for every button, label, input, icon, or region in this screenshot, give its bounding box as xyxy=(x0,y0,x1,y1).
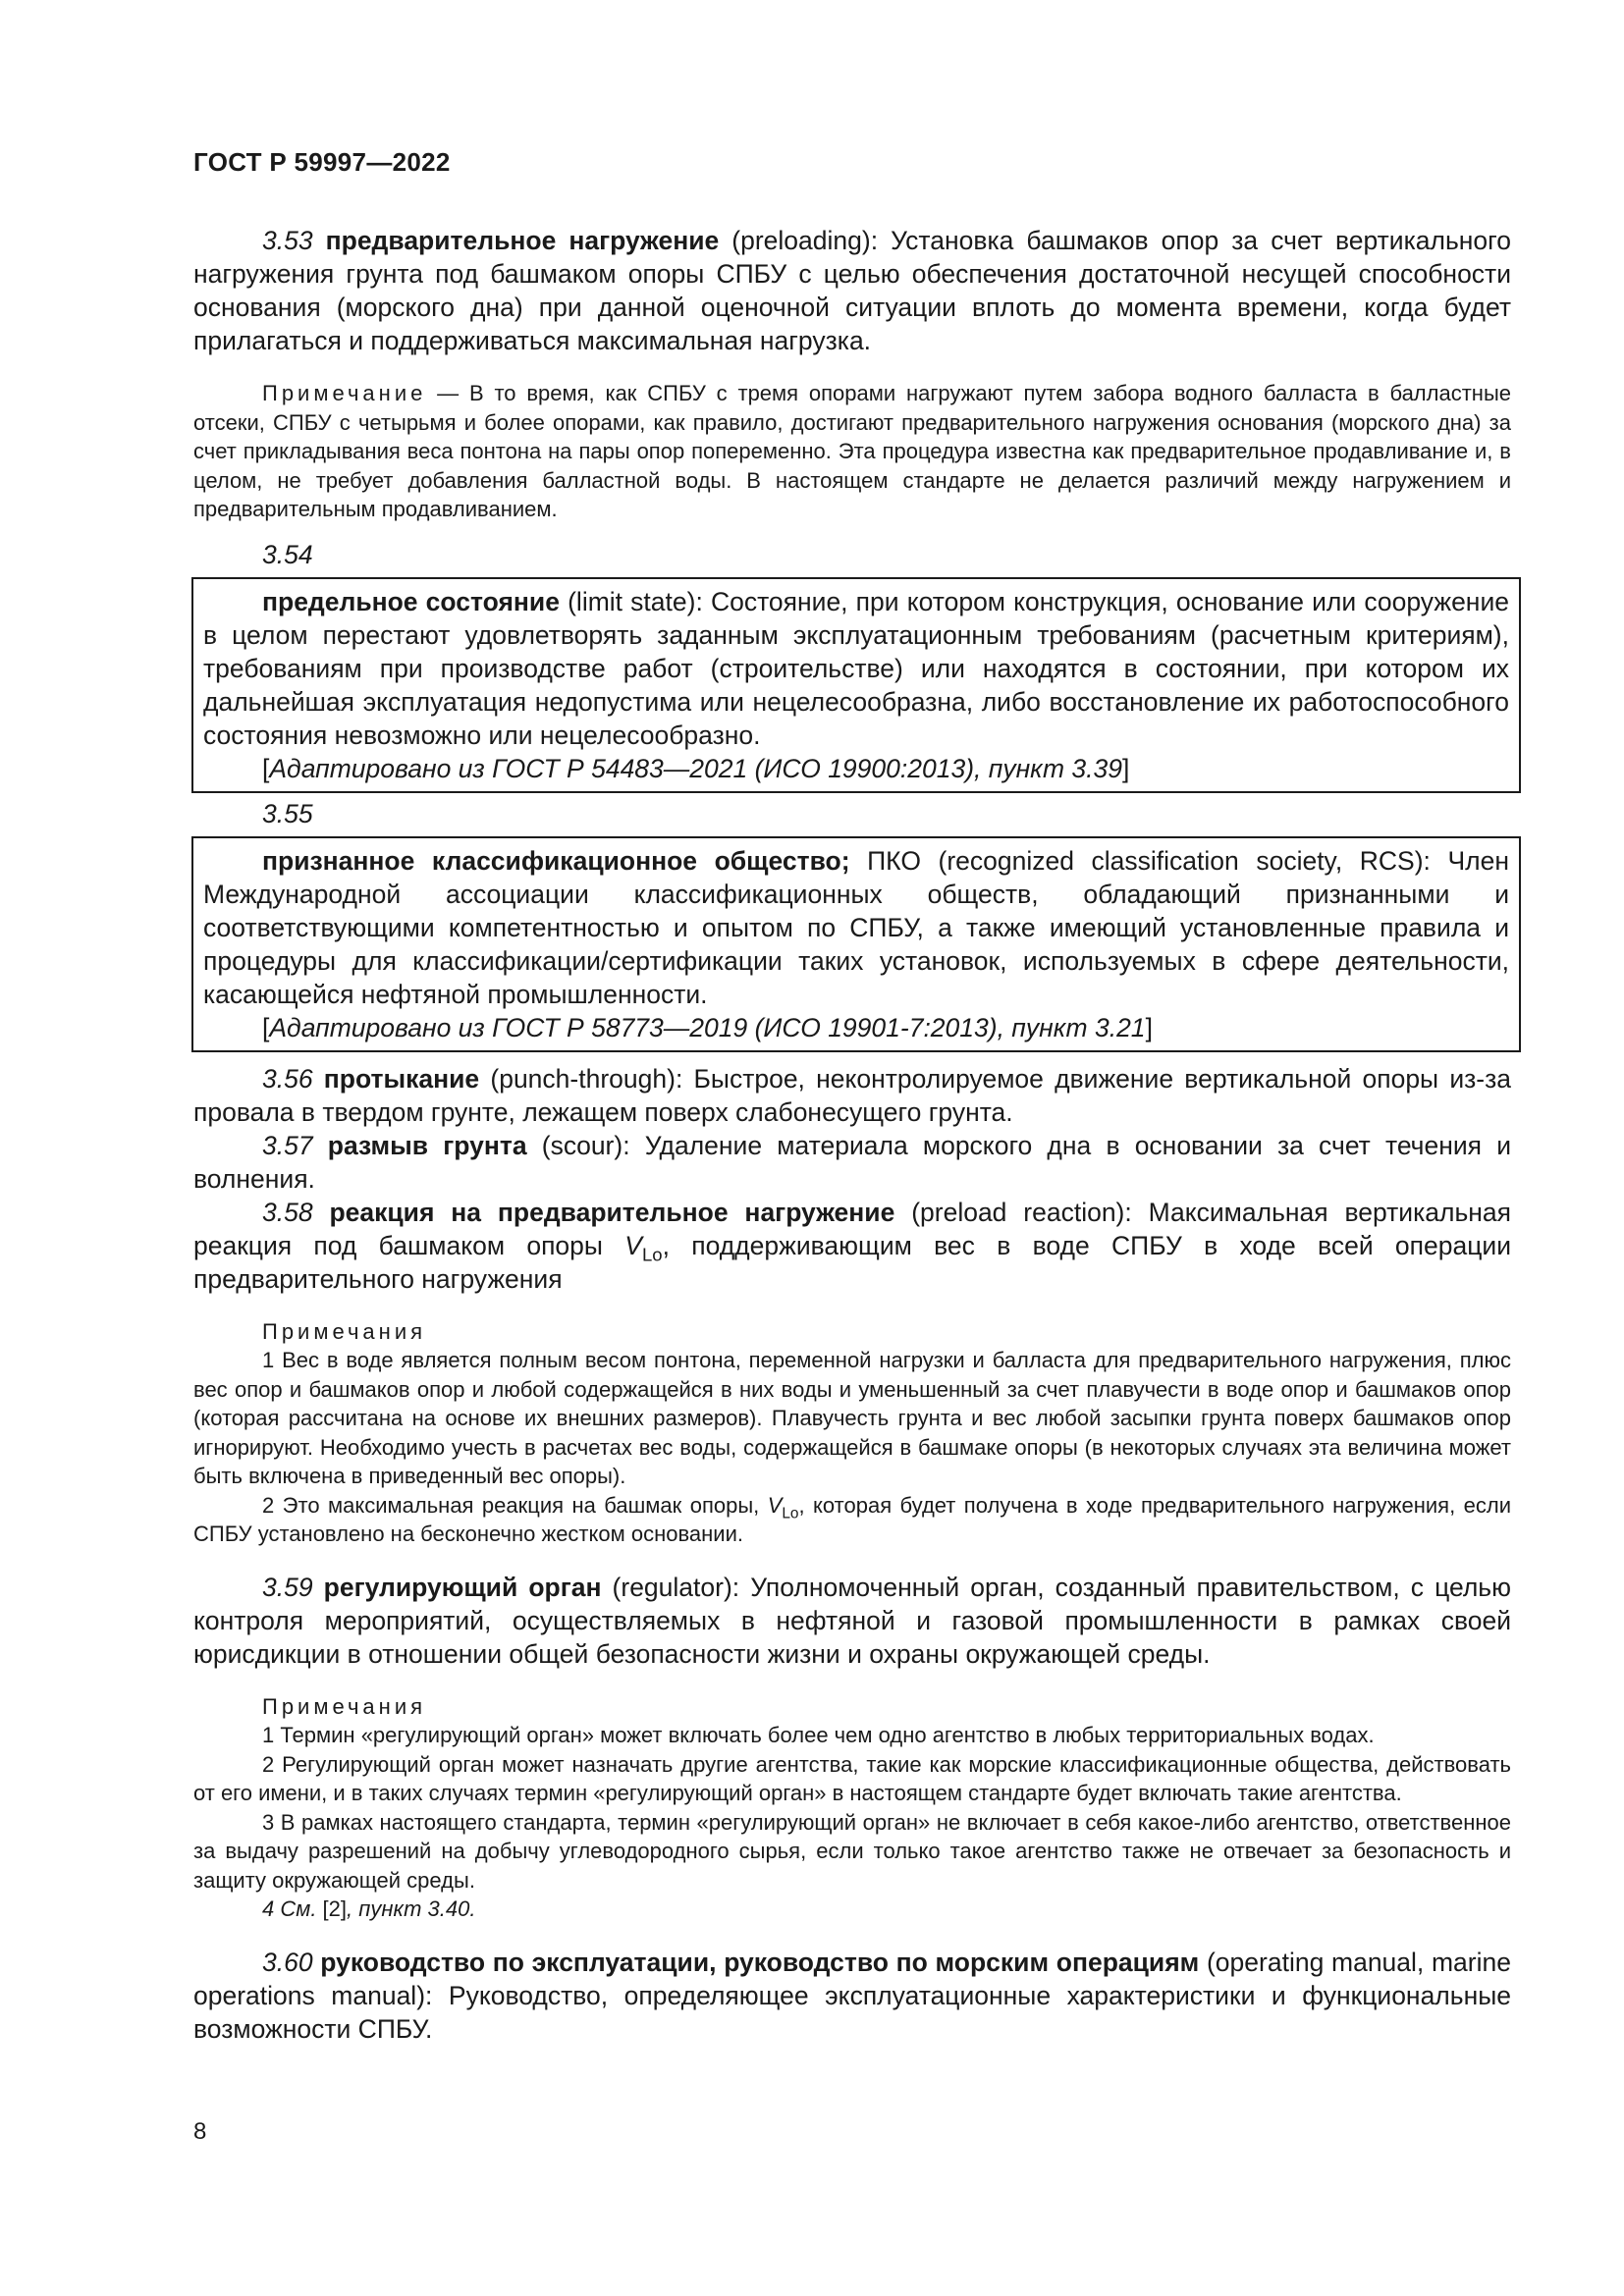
term-title: размыв грунта xyxy=(327,1130,527,1160)
term-definition: (limit state): Состояние, при котором конструкция, основание или сооружение в целом перестают удовлетворять заданным эксплуатационным требованиям (расчетным критериям), требованиям при производстве работ (строительстве) или находятся в состоянии, при котором их дальнейшая эксплуатация недопустима или нецелесообразна, либо восстановление их работоспособного состояния невозможно или нецелесообразно. xyxy=(203,586,1509,750)
note-3-58-1: 1 Вес в воде является полным весом понтона, переменной нагрузки и балласта для предварительного нагружения, плюс вес опор и башмаков опор и любой содержащейся в них воды и уменьшенный за счет плавучести в воде опор и башмаков опор (которая рассчитана на основе их внешних размеров). Плавучесть грунта и вес любой засыпки грунта поверх башмаков опор игнорируют. Необходимо учесть в расчетах вес воды, содержащейся в башмаке опоры (в некоторых случаях эта величина может быть включена в приведенный вес опоры). xyxy=(193,1348,1511,1488)
term-source: [Адаптировано из ГОСТ Р 58773—2019 (ИСО 19901-7:2013), пункт 3.21] xyxy=(262,1012,1153,1042)
term-number: 3.56 xyxy=(262,1063,313,1094)
term-3-53 xyxy=(193,224,1511,357)
term-3-59 xyxy=(193,1571,1511,1671)
term-title: руководство по эксплуатации, руководство по морским операциям xyxy=(320,1947,1200,1977)
source-text: Адаптировано из ГОСТ Р 58773—2019 (ИСО 19901-7:2013), пункт 3.21 xyxy=(269,1012,1146,1042)
term-title: регулирующий орган xyxy=(323,1572,602,1602)
term-number: 3.58 xyxy=(262,1197,313,1227)
note-3-53 xyxy=(193,379,1511,524)
term-definition: (punch-through): Быстрое, неконтролируемое движение вертикальной опоры из-за провала в твердом грунте, лежащем поверх слабонесущего грунта. xyxy=(193,1063,1511,1127)
source-text: Адаптировано из ГОСТ Р 54483—2021 (ИСО 19900:2013), пункт 3.39 xyxy=(269,753,1122,783)
term-number: 3.60 xyxy=(262,1947,313,1977)
variable-v: V xyxy=(624,1230,642,1260)
term-number: 3.57 xyxy=(262,1130,313,1160)
term-source: [Адаптировано из ГОСТ Р 54483—2021 (ИСО 19900:2013), пункт 3.39] xyxy=(262,753,1130,783)
term-3-54 xyxy=(203,585,1509,752)
note-text: — В то время, как СПБУ с тремя опорами нагружают путем забора водного балласта в балластные отсеки, СПБУ с четырьмя и более опорами, как правило, достигают предварительного нагружения основания (морского дна) за счет прикладывания веса понтона на пары опор попеременно. Эта процедура известна как предварительное продавливание и, в целом, не требует добавления балластной воды. В настоящем стандарте не делается различий между нагружением и предварительным продавливанием. xyxy=(193,381,1511,521)
term-title: предельное состояние xyxy=(262,586,560,616)
term-definition: (scour): Удаление материала морского дна в основании за счет течения и волнения. xyxy=(193,1130,1511,1194)
term-3-58: 3.58 реакция на предварительное нагружение (preload reaction): Максимальная вертикальная реакция под башмаком опоры $V_{Lo}$, поддерживающим вес в воде СПБУ в ходе всей операции предварительного нагружения xyxy=(193,1197,1512,1294)
term-number: 3.59 xyxy=(262,1572,313,1602)
term-title: реакция на предварительное нагружение xyxy=(329,1197,895,1227)
term-definition: (regulator): Уполномоченный орган, созданный правительством, с целью контроля мероприятий, осуществляемых в нефтяной и газовой промышленности в рамках своей юрисдикции в отношении общей безопасности жизни и охраны окружающей среды. xyxy=(193,1572,1511,1669)
note-3-59-4: 4 См. [2], пункт 3.40. xyxy=(262,1896,476,1921)
term-number-3-54: 3.54 xyxy=(262,539,313,569)
term-definition: (preloading): Установка башмаков опор за счет вертикального нагружения грунта под башмаком опоры СПБУ с целью обеспечения достаточной несущей способности основания (морского дна) при данной оценочной ситуации вплоть до момента времени, когда будет прилагаться и поддерживаться максимальная нагрузка. xyxy=(193,226,1511,355)
term-box-3-55 xyxy=(191,836,1521,1052)
note-label: Примечание xyxy=(262,381,427,405)
term-3-60 xyxy=(193,1946,1511,2046)
term-title: признанное классификационное общество; xyxy=(262,845,850,876)
notes-label-3-59: Примечания xyxy=(262,1693,427,1719)
term-3-55 xyxy=(203,844,1509,1011)
page-number: 8 xyxy=(193,2118,207,2145)
term-box-3-54 xyxy=(191,577,1521,793)
note-3-58-2: 2 Это максимальная реакция на башмак опоры, $V_{Lo}$, которая будет получена в ходе предварительного нагружения, если СПБУ установлено на бесконечно жестком основании. xyxy=(193,1492,1511,1546)
note-3-59-1: 1 Термин «регулирующий орган» может включать более чем одно агентство в любых территориальных водах. xyxy=(262,1723,1375,1747)
term-definition: ПКО (recognized classification society, RCS): Член Международной ассоциации классификационных обществ, обладающий признанными и соответствующими компетентностью и опытом по СПБУ, а также имеющий установленные правила и процедуры для классификации/сертификации таких установок, используемых в сфере деятельности, касающейся нефтяной промышленности. xyxy=(203,845,1509,1009)
term-title: протыкание xyxy=(323,1063,480,1094)
term-3-57 xyxy=(193,1129,1511,1196)
term-definition: (operating manual, marine operations manual): Руководство, определяющее эксплуатационные характеристики и функциональные возможности СПБУ. xyxy=(193,1947,1511,2044)
term-3-56 xyxy=(193,1062,1511,1129)
notes-label-3-58: Примечания xyxy=(262,1318,427,1344)
term-number: 3.53 xyxy=(262,226,313,255)
document-body xyxy=(193,224,1511,2046)
note-3-59-3: 3 В рамках настоящего стандарта, термин «регулирующий орган» не включает в себя какое-либо агентство, ответственное за выдачу разрешений на добычу углеводородного сырья, если только такое агентство также не отвечает за безопасность и защиту окружающей среды. xyxy=(193,1809,1511,1893)
note-3-59-2: 2 Регулирующий орган может назначать другие агентства, такие как морские классификационные общества, действовать от его имени, и в таких случаях термин «регулирующий орган» в настоящем стандарте будет включать такие агентства. xyxy=(193,1751,1511,1805)
term-title: предварительное нагружение xyxy=(325,226,720,255)
document-header: ГОСТ Р 59997—2022 xyxy=(193,147,451,177)
term-number-3-55: 3.55 xyxy=(262,798,313,828)
reference-link: [2] xyxy=(322,1896,348,1921)
